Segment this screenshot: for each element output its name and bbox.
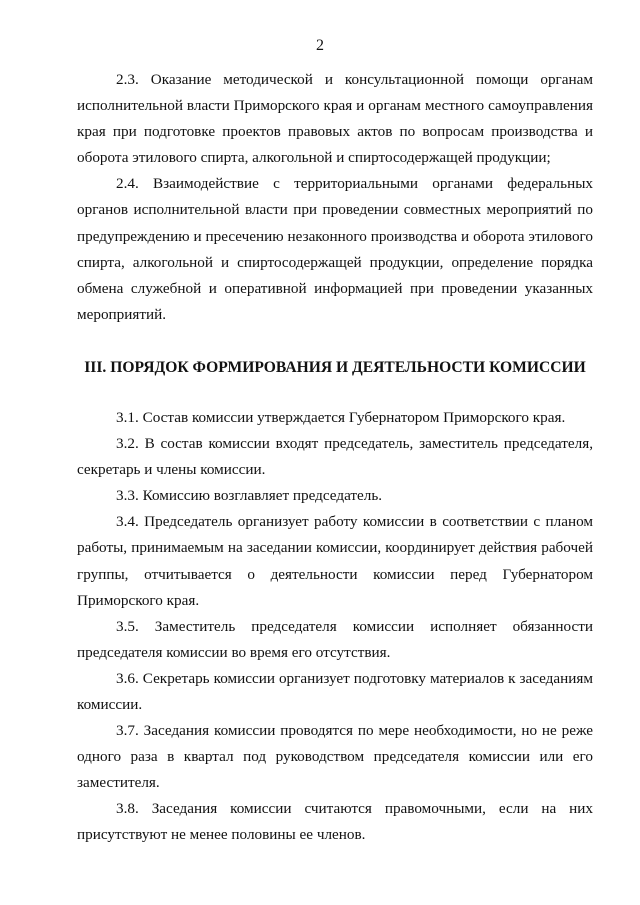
paragraph-2-4: 2.4. Взаимодействие с территориальными органами федеральных органов исполнительной власти при проведении совместных мероприятий по предупреждению и пресечению незаконного производства и оборота этилового спирта, алкогольной и спиртосодержащей продукции, определение порядка обмена служебной и оперативной информацией при проведении указанных мероприятий.	[77, 175, 593, 323]
paragraph-3-7: 3.7. Заседания комиссии проводятся по мере необходимости, но не реже одного раза в квартал под руководством председателя комиссии или его заместителя.	[77, 722, 593, 792]
paragraph-3-6: 3.6. Секретарь комиссии организует подготовку материалов к заседаниям комиссии.	[77, 669, 593, 713]
document-body	[77, 67, 593, 849]
paragraph-3-4: 3.4. Председатель организует работу комиссии в соответствии с планом работы, принимаемым на заседании комиссии, координирует действия рабочей группы, отчитывается о деятельности комиссии перед Губернатором Приморского края.	[77, 513, 593, 609]
paragraph-3-2: 3.2. В состав комиссии входят председатель, заместитель председателя, секретарь и члены комиссии.	[77, 435, 593, 479]
page-number: 2	[316, 37, 324, 54]
paragraph-3-1: 3.1. Состав комиссии утверждается Губернатором Приморского края.	[116, 408, 566, 426]
paragraph-2-3: 2.3. Оказание методической и консультационной помощи органам исполнительной власти Приморского края и органам местного самоуправления края при подготовке проектов правовых актов по вопросам производства и оборота этилового спирта, алкогольной и спиртосодержащей продукции;	[77, 71, 593, 167]
paragraph-3-3: 3.3. Комиссию возглавляет председатель.	[116, 487, 383, 505]
paragraph-3-5: 3.5. Заместитель председателя комиссии исполняет обязанности председателя комиссии во время его отсутствия.	[77, 617, 593, 661]
paragraph-3-8: 3.8. Заседания комиссии считаются правомочными, если на них присутствуют не менее половины ее членов.	[77, 800, 593, 844]
section-title: III. ПОРЯДОК ФОРМИРОВАНИЯ И ДЕЯТЕЛЬНОСТИ КОМИССИИ	[84, 358, 586, 376]
